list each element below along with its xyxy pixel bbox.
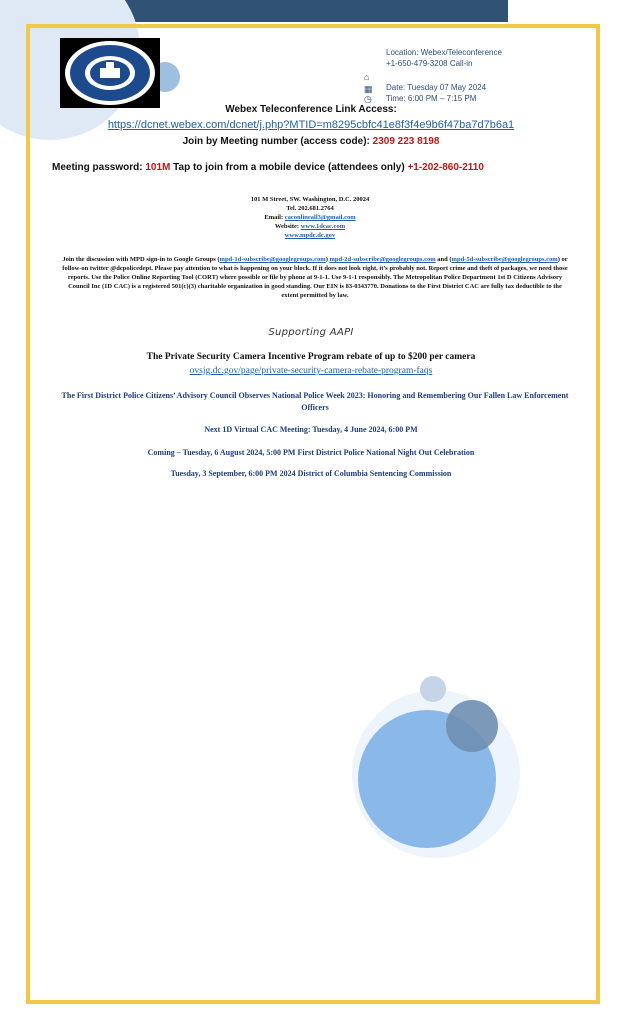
rebate-link[interactable]: ovsjg.dc.gov/page/private-security-camera-rebate-program-faqs [189,366,433,376]
webex-heading: Webex Teleconference Link Access: [225,104,397,115]
group-link-1d[interactable]: mpd-1d-subscribe@googlegroups.com [219,256,326,263]
rebate-title: The Private Security Camera Incentive Program rebate of up to $200 per camera [146,352,476,362]
group-link-5d[interactable]: mpd-5d-subscribe@googlegroups.com [451,256,558,263]
join-code: 2309 223 8198 [372,136,440,147]
pw-phone: +1-202-860-2110 [407,162,484,173]
tel-text: Tel. 202.681.2764 [286,205,334,212]
pw-mid: Tap to join from a mobile device (attendees only) [170,162,408,173]
sentencing-text: Tuesday, 3 September, 6:00 PM 2024 District of Columbia Sentencing Commission [170,469,452,478]
para-text-3: and ( [435,256,452,263]
callin-text: +1-650-479-3208 Call-in [386,58,473,68]
night-out-text: Coming – Tuesday, 6 August 2024, 5:00 PM First District Police National Night Out Celebration [147,448,475,457]
email-link[interactable]: caconlineall3@gmail.com [284,214,356,221]
meeting-number [0,136,622,147]
discussion-paragraph [60,255,570,300]
website-label: Website: [274,223,301,230]
address-text: 101 M Street, SW. Washington, D.C. 20024 [250,196,370,203]
police-week-text: The First District Police Citizens’ Advisory Council Observes National Police Week 2023: Honoring and Remembering Our Fallen Law Enforcement Officers [61,391,569,412]
para-text-2: ) [325,256,330,263]
email-label: Email: [264,214,285,221]
email-line [40,214,580,222]
home-icon: ⌂ [364,72,370,82]
webex-link[interactable]: https://dcnet.webex.com/dcnet/j.php?MTID=m8295cbfc41e8f3f4e9b6f47ba7d7b6a1 [107,119,515,131]
location-text: Location: Webex/Teleconference [386,48,502,57]
meeting-info [386,48,502,104]
join-label: Join by Meeting number (access code): [182,136,373,147]
mpd-link[interactable]: www.mpdc.dc.gov [284,232,336,239]
para-text-1: Join the discussion with MPD sign-in to Google Groups ( [62,256,220,263]
website-link[interactable]: www.1dcac.com [300,223,346,230]
website-line [40,223,580,231]
pw-label: Meeting password: [52,162,146,173]
clock-icon: ◷ [364,94,372,104]
seal-icon [60,38,160,108]
calendar-icon: ▦ [364,84,373,94]
supporting-aapi: Supporting AAPI [268,327,354,338]
cac-logo [60,38,160,108]
para-text-4: ) or follow-on twitter @dcpolicedept. Please pay attention to what is happening on your block. If it does not look right, it’s probably not. Report crime and theft of packages, we need those reports. Use the Police Online Reporting Tool (CORT) where possible or file by phone at 9-1-1. Use 9-1-1 responsibly. The Metropolitan Police Department 1st D Citizens Advisory Council Inc (1D CAC) is a registered 501(c)(3) charitable organization in good standing. Our EIN is 83-0343770. Donations to the First District CAC are fully tax deductible to the extent permitted by law. [62,256,568,299]
time-text: Time: 6:00 PM – 7:15 PM [386,93,477,103]
pw-value: 101M [145,162,171,173]
next-meeting-text: Next 1D Virtual CAC Meeting: Tuesday, 4 June 2024, 6:00 PM [204,425,418,434]
group-link-2d[interactable]: mpd-2d-subscribe@googlegroups.com [329,256,436,263]
meeting-password [52,162,484,173]
date-text: Date: Tuesday 07 May 2024 [386,83,487,92]
mpd-line [40,232,580,240]
